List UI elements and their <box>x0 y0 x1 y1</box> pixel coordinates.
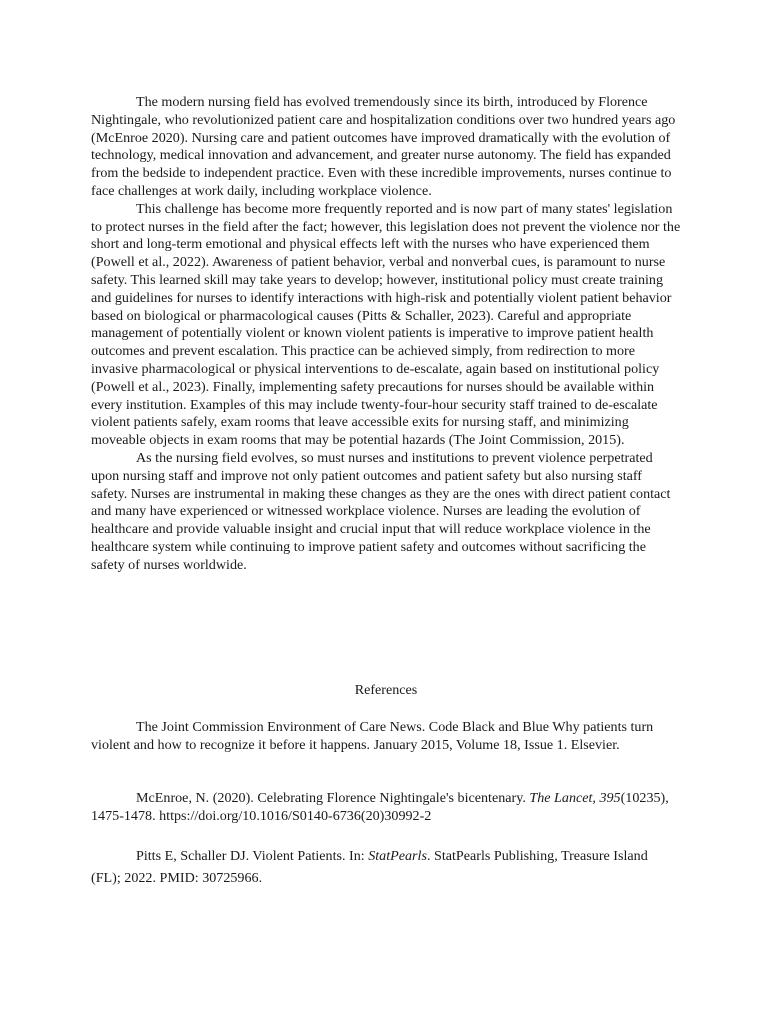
reference-mcenroe-text: McEnroe, N. (2020). Celebrating Florence Nightingale's bicentenary. <box>136 790 530 806</box>
document-page <box>91 94 681 886</box>
reference-pitts-book: StatPearls <box>368 848 427 864</box>
body-paragraph-1: The modern nursing field has evolved tremendously since its birth, introduced by Florence Nightingale, who revolutionized patient care and hospitalization conditions over two hundred years ago (McEnroe 2020). Nursing care and patient outcomes have improved dramatically with the evolution of technology, medical innovation and advancement, and greater nurse autonomy. The field has expanded from the bedside to independent practice. Even with these incredible improvements, nurses continue to face challenges at work daily, including workplace violence. <box>91 94 676 199</box>
reference-joint-commission: The Joint Commission Environment of Care News. Code Black and Blue Why patients turn violent and how to recognize it before it happens. January 2015, Volume 18, Issue 1. Elsevier. <box>91 719 654 753</box>
reference-mcenroe <box>91 790 681 826</box>
reference-mcenroe-journal: The Lancet, 395 <box>529 790 621 806</box>
body-paragraph-2: This challenge has become more frequently reported and is now part of many states' legislation to protect nurses in the field after the fact; however, this legislation does not prevent the violence nor the short and long-term emotional and physical effects left with the nurses who have experienced them (Powell et al., 2022). Awareness of patient behavior, verbal and nonverbal cues, is paramount to nurse safety. This learned skill may take years to develop; however, institutional policy must create training and guidelines for nurses to identify interactions with high-risk and potentially violent patient behavior based on biological or pharmacological causes (Pitts & Schaller, 2023). Careful and appropriate management of potentially violent or known violent patients is imperative to improve patient health outcomes and prevent escalation. This practice can be achieved simply, from redirection to more invasive pharmacological or physical interventions to de-escalate, again based on institutional policy (Powell et al., 2023). Finally, implementing safety precautions for nurses should be available within every institution. Examples of this may include twenty-four-hour security staff trained to de-escalate violent patients safely, exam rooms that leave accessible exits for nursing staff, and minimizing moveable objects in exam rooms that may be potential hazards (The Joint Commission, 2015). <box>91 200 681 449</box>
reference-pitts <box>91 846 681 889</box>
body-paragraph-3: As the nursing field evolves, so must nurses and institutions to prevent violence perpetrated upon nursing staff and improve not only patient outcomes and patient safety but also nursing staff safety. Nurses are instrumental in making these changes as they are the ones with direct patient contact and many have experienced or witnessed workplace violence. Nurses are leading the evolution of healthcare and provide valuable insight and crucial input that will reduce workplace violence in the healthcare system while continuing to improve patient safety and outcomes without sacrificing the safety of nurses worldwide. <box>91 449 671 573</box>
reference-mcenroe-details: (10235), 1475-1478. https://doi.org/10.1016/S0140-6736(20)30992-2 <box>91 790 669 824</box>
reference-pitts-text: Pitts E, Schaller DJ. Violent Patients. In: <box>136 848 369 864</box>
reference-pitts-details: . StatPearls Publishing, Treasure Island (FL); 2022. PMID: 30725966. <box>91 848 648 886</box>
references-heading: References <box>354 682 418 698</box>
